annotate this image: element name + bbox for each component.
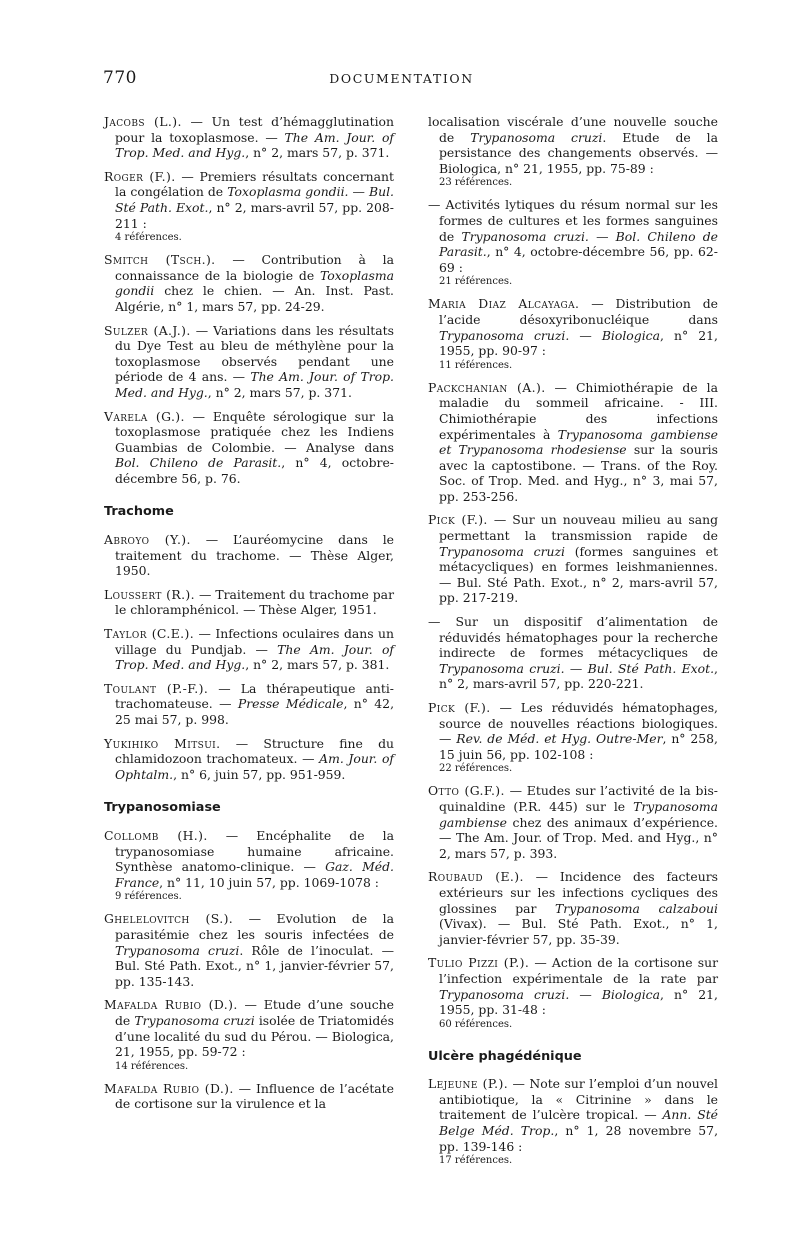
- entry-journal: Trypanosoma gambiense: [439, 798, 718, 830]
- entry-details: , n° 2, mars-avril 57, pp. 208-211 :: [115, 199, 394, 231]
- entry-text: — Infections oculaires dans un village du Pundjab. —: [115, 626, 395, 657]
- entry-journal: Rev. de Méd. et Hyg. Outre-Mer: [456, 731, 663, 747]
- bibliography-entry: [104, 114, 394, 161]
- entry-details: chez le chien. — An. Inst. Past. Algérie, n° 1, mars 57, pp. 24-29.: [115, 283, 394, 314]
- bibliography-entry: [104, 911, 394, 989]
- entry-journal: Am. Jour. of Ophtalm.: [115, 751, 394, 782]
- entry-text: — Un test d’hémagglutination pour la toxoplasmose. —: [115, 114, 394, 145]
- entry-author: Loussert (R.).: [104, 586, 195, 602]
- bibliography-entry: [104, 169, 394, 244]
- entry-details: (Vivax). — Bul. Sté Path. Exot., n° 1, janvier-février 57, pp. 35-39.: [439, 916, 718, 947]
- entry-journal: Trypanosoma cruzi. — Bul. Sté Path. Exot.: [439, 660, 715, 676]
- entry-text: localisation viscérale d’une nouvelle souche de: [428, 114, 718, 145]
- bibliography-entry: [428, 296, 718, 371]
- entry-text: — La thérapeutique anti-trachomateuse. —: [115, 680, 394, 712]
- entry-references: 4 références.: [115, 232, 182, 244]
- entry-author: Pick (F.).: [428, 700, 491, 715]
- bibliography-entry: [428, 869, 718, 947]
- bibliography-entry: [104, 532, 394, 579]
- bibliography-entry: [104, 997, 394, 1072]
- entry-references: 60 références.: [439, 1018, 513, 1030]
- entry-details: , n° 42, 25 mai 57, p. 998.: [115, 696, 395, 727]
- bibliography-entry: [428, 700, 718, 775]
- bibliography-entry: [104, 828, 394, 903]
- entry-details: , n° 2, mars 57, p. 371.: [245, 145, 390, 161]
- entry-journal: Ann. Sté Belge Méd. Trop.: [439, 1107, 719, 1139]
- bibliography-entry: [428, 1076, 718, 1167]
- entry-references: 17 références.: [439, 1155, 513, 1167]
- entry-text: — Structure fine du chlamidozoon trachomateux. —: [115, 735, 394, 767]
- entry-journal: Bol. Chileno de Parasit.: [115, 455, 282, 471]
- running-title: DOCUMENTATION: [329, 71, 474, 86]
- entry-author: Yukihiko Mitsui.: [104, 735, 221, 751]
- entry-author: Mafalda Rubio (D.).: [104, 997, 238, 1013]
- bibliography-entry: [104, 681, 394, 728]
- bibliography-entry: [428, 783, 718, 861]
- bibliography-entry: [104, 1081, 394, 1112]
- entry-details: , n° 21, 1955, pp. 90-97 :: [439, 327, 718, 359]
- entry-journal: Presse Médicale: [237, 696, 344, 712]
- entry-details: chez des animaux d’expérience. — The Am. Jour. of Trop. Med. and Hyg., n° 2, mars 57, p. 393.: [439, 814, 718, 861]
- entry-text: — Les réduvidés hématophages, source de nouvelles réactions biologiques. —: [439, 700, 718, 747]
- entry-details: , n° 258, 15 juin 56, pp. 102-108 :: [439, 731, 718, 762]
- entry-text: — Variations dans les résultats du Dye Test au bleu de méthylène pour la toxoplasmose observés pendant une période de 4 ans. —: [115, 322, 395, 385]
- entry-details: , n° 4, octobre-décembre 56, pp. 62-69 :: [439, 244, 718, 275]
- entry-details: , n° 21, 1955, pp. 31-48 :: [439, 986, 718, 1018]
- entry-journal: Toxoplasma gondii. — Bul. Sté Path. Exot.: [115, 184, 394, 215]
- page-header: [103, 68, 700, 92]
- entry-journal: Trypanosoma gambiense et Trypanosoma rhodesiense: [439, 426, 718, 458]
- entry-references: 23 références.: [439, 177, 513, 189]
- entry-references: 21 références.: [439, 276, 513, 288]
- entry-text: — Note sur l’emploi d’un nouvel antibiotique, la « Citrinine » dans le traitement de l’ulcère tropical. —: [439, 1076, 719, 1123]
- entry-details: . Rôle de l’inoculat. — Bul. Sté Path. Exot., n° 1, janvier-février 57, pp. 135-143.: [115, 942, 394, 989]
- entry-journal: The Am. Jour. of Trop. Med. and Hyg.: [115, 369, 394, 400]
- bibliography-entry: [428, 197, 718, 288]
- entry-author: Sulzer (A.J.).: [104, 322, 191, 338]
- entry-details: isolée de Triatomidés d’une localité du sud du Pérou. — Biologica, 21, 1955, pp. 59-72 :: [115, 1012, 394, 1060]
- entry-author: Roubaud (E.).: [428, 869, 524, 885]
- bibliography-entry: [104, 736, 394, 783]
- bibliography-entry: [428, 114, 718, 189]
- entry-author: Collomb (H.).: [104, 827, 208, 843]
- entry-text: — Encéphalite de la trypanosomiase humaine africaine. Synthèse anatomo-clinique. —: [115, 827, 394, 875]
- entry-text: — Incidence des facteurs extérieurs sur les infections cycliques des glossines par: [439, 869, 718, 916]
- entry-details: , n° 6, juin 57, pp. 951-959.: [173, 766, 346, 782]
- entry-journal: Trypanosoma cruzi. — Biologica: [439, 327, 660, 343]
- page-number: 770: [103, 68, 137, 88]
- entry-author: Roger (F.).: [104, 168, 176, 184]
- section-heading: Trachome: [104, 504, 174, 520]
- entry-text: — Sur un dispositif d’alimentation de réduvidés hématophages pour la recherche indirecte de formes métacycliques de: [428, 614, 718, 661]
- entry-text: — Chimiothérapie de la maladie du sommeil africaine. - III. Chimiothérapie des infections expérimentales à: [439, 379, 718, 442]
- entry-author: Otto (G.F.).: [428, 783, 505, 799]
- bibliography-entry: [428, 380, 718, 505]
- entry-author: Pick (F.).: [428, 512, 488, 528]
- entry-text: — Distribution de l’acide désoxyribonucléique dans: [439, 296, 719, 327]
- entry-text: — Traitement du trachome par le chloramphénicol. — Thèse Alger, 1951.: [115, 586, 394, 618]
- entry-author: Taylor (C.E.).: [104, 626, 195, 642]
- entry-details: , n° 4, octobre-décembre 56, p. 76.: [115, 455, 394, 486]
- entry-author: Packchanian (A.).: [428, 379, 546, 395]
- entry-details: , n° 2, mars-avril 57, pp. 220-221.: [439, 660, 718, 692]
- entry-text: — Etude d’une souche de: [115, 997, 394, 1028]
- entry-text: — Activités lytiques du résum normal sur les formes de cultures et les formes sanguines de: [428, 197, 718, 244]
- entry-journal: Trypanosoma cruzi: [470, 129, 603, 145]
- entry-text: — Etudes sur l’activité de la bis-quinaldine (P.R. 445) sur le: [439, 783, 718, 814]
- entry-details: (formes sanguines et métacycliques) en formes leishmaniennes. — Bul. Sté Path. Exot., n° 2, mars-avril 57, pp. 217-219.: [439, 543, 718, 606]
- entry-author: Varela (G.).: [104, 408, 185, 424]
- right-column: [428, 114, 718, 1175]
- entry-journal: The Am. Jour. of Trop. Med. and Hyg.: [115, 129, 395, 161]
- entry-author: Mafalda Rubio (D.).: [104, 1080, 234, 1096]
- entry-references: 14 références.: [115, 1060, 189, 1072]
- entry-references: 22 références.: [439, 763, 513, 775]
- entry-references: 11 références.: [439, 359, 513, 371]
- entry-journal: Trypanosoma cruzi. — Bol. Chileno de Parasit.: [439, 228, 718, 260]
- entry-journal: The Am. Jour. of Trop. Med. and Hyg.: [115, 641, 394, 673]
- entry-details: , n° 11, 10 juin 57, pp. 1069-1078 :: [159, 874, 379, 890]
- bibliography-entry: [104, 252, 394, 314]
- entry-journal: Trypanosoma cruzi. — Biologica: [439, 986, 660, 1002]
- entry-author: Ghelelovitch (S.).: [104, 911, 234, 927]
- entry-references: 9 références.: [115, 891, 182, 903]
- bibliography-entry: [428, 955, 718, 1030]
- left-column: [104, 114, 394, 1120]
- bibliography-entry: [428, 512, 718, 606]
- entry-author: Abroyo (Y.).: [104, 532, 191, 548]
- entry-author: Lejeune (P.).: [428, 1076, 509, 1092]
- entry-author: Jacobs (L.).: [104, 114, 182, 129]
- bibliography-entry: [104, 323, 394, 401]
- entry-text: — Enquête sérologique sur la toxoplasmose pratiquée chez les Indiens Guambias de Colombie. — Analyse dans: [115, 408, 394, 455]
- entry-details: , n° 2, mars 57, p. 371.: [207, 384, 352, 400]
- entry-details: . Etude de la persistance des changements observés. — Biologica, n° 21, 1955, pp. 75-89 :: [439, 129, 718, 176]
- entry-author: Smitch (Tsch.).: [104, 252, 216, 268]
- entry-text: — Premiers résultats concernant la congélation de: [115, 168, 394, 200]
- entry-journal: Gaz. Méd. France: [115, 859, 394, 890]
- entry-text: — Evolution de la parasitémie chez les souris infectées de: [115, 911, 394, 942]
- entry-text: — Sur un nouveau milieu au sang permettant la transmission rapide de: [439, 512, 718, 544]
- entry-details: , n° 2, mars 57, p. 381.: [245, 657, 390, 673]
- entry-author: Tulio Pizzi (P.).: [428, 955, 530, 971]
- entry-text: — Action de la cortisone sur l’infection expérimentale de la rate par: [439, 955, 718, 986]
- entry-journal: Toxoplasma gondii: [115, 267, 394, 299]
- entry-journal: Trypanosoma cruzi: [439, 543, 565, 559]
- section-heading: Ulcère phagédénique: [428, 1048, 582, 1064]
- entry-journal: Trypanosoma calzaboui: [555, 900, 718, 916]
- bibliography-entry: [428, 614, 718, 692]
- entry-journal: Trypanosoma cruzi: [115, 942, 240, 958]
- entry-author: Maria Diaz Alcayaga.: [428, 296, 580, 312]
- entry-details: , n° 1, 28 novembre 57, pp. 139-146 :: [439, 1123, 719, 1154]
- bibliography-entry: [104, 587, 394, 618]
- entry-text: — Contribution à la connaissance de la biologie de: [115, 252, 394, 283]
- bibliography-entry: [104, 409, 394, 487]
- section-heading: Trypanosomiase: [104, 800, 221, 816]
- entry-text: — L’auréomycine dans le traitement du trachome. — Thèse Alger, 1950.: [115, 532, 394, 579]
- entry-journal: Trypanosoma cruzi: [134, 1012, 255, 1028]
- entry-author: Toulant (P.-F.).: [104, 680, 209, 696]
- entry-details: sur la souris avec la captostibone. — Trans. of the Roy. Soc. of Trop. Med. and Hyg., n° 3, mai 57, pp. 253-256.: [439, 442, 718, 504]
- entry-text: — Influence de l’acétate de cortisone sur la virulence et la: [115, 1080, 394, 1112]
- bibliography-entry: [104, 626, 394, 673]
